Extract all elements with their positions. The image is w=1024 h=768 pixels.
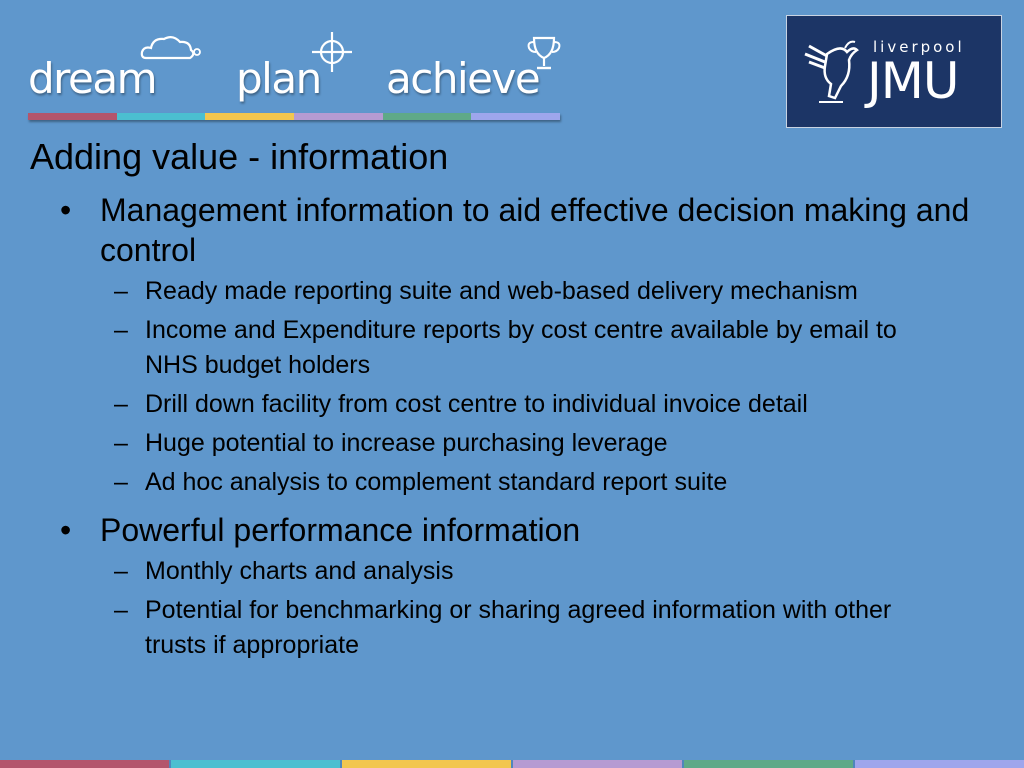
sub-bullet-item	[0, 554, 945, 589]
dash-mark: –	[114, 557, 128, 585]
strip-segment	[340, 760, 511, 768]
bullet-mark: •	[60, 192, 72, 228]
liver-bird-icon	[801, 36, 863, 108]
sub-bullet-text: Potential for benchmarking or sharing agreed information with other trusts if appropriate	[145, 596, 892, 659]
strip-segment	[471, 113, 560, 120]
strip-segment	[0, 760, 169, 768]
logo-word-dream: dream	[28, 54, 156, 103]
cloud-icon	[140, 32, 202, 66]
dash-mark: –	[114, 390, 128, 418]
slide-content	[0, 186, 1024, 663]
sub-bullet-text: Ad hoc analysis to complement standard report suite	[145, 468, 728, 496]
logo-word-achieve: achieve	[386, 54, 540, 103]
sub-bullet-text: Income and Expenditure reports by cost centre available by email to NHS budget holders	[145, 316, 897, 379]
bullet-item	[0, 510, 980, 550]
dash-mark: –	[114, 596, 128, 624]
sub-bullet-text: Drill down facility from cost centre to individual invoice detail	[145, 390, 808, 418]
bullet-text: Powerful performance information	[100, 512, 581, 548]
sub-bullet-text: Monthly charts and analysis	[145, 557, 454, 585]
bullet-mark: •	[60, 512, 72, 548]
sub-bullet-item	[0, 465, 945, 500]
dash-mark: –	[114, 316, 128, 344]
liverpool-jmu-logo	[786, 15, 1002, 128]
brand-liverpool: liverpool	[873, 38, 965, 56]
dash-mark: –	[114, 429, 128, 457]
target-icon	[310, 30, 354, 74]
strip-segment	[383, 113, 472, 120]
sub-bullet-item	[0, 274, 945, 309]
strip-segment	[682, 760, 853, 768]
strip-segment	[28, 113, 117, 120]
strip-segment	[853, 760, 1024, 768]
brand-jmu: JMU	[867, 52, 959, 110]
strip-segment	[169, 760, 340, 768]
dream-plan-achieve-logo	[28, 30, 568, 110]
footer-color-strip	[0, 760, 1024, 768]
dash-mark: –	[114, 468, 128, 496]
logo-word-plan: plan	[236, 54, 321, 103]
sub-bullet-item	[0, 387, 945, 422]
dash-mark: –	[114, 277, 128, 305]
slide-title: Adding value - information	[30, 136, 449, 177]
sub-bullet-item	[0, 593, 945, 663]
strip-segment	[117, 113, 206, 120]
bullet-item	[0, 190, 980, 270]
header-color-strip	[28, 113, 560, 120]
sub-bullet-text: Ready made reporting suite and web-based delivery mechanism	[145, 277, 858, 305]
trophy-icon	[524, 34, 564, 74]
sub-bullet-item	[0, 426, 945, 461]
strip-segment	[294, 113, 383, 120]
strip-segment	[205, 113, 294, 120]
bullet-text: Management information to aid effective decision making and control	[100, 192, 970, 268]
sub-bullet-item	[0, 313, 945, 383]
sub-bullet-text: Huge potential to increase purchasing leverage	[145, 429, 668, 457]
strip-segment	[511, 760, 682, 768]
